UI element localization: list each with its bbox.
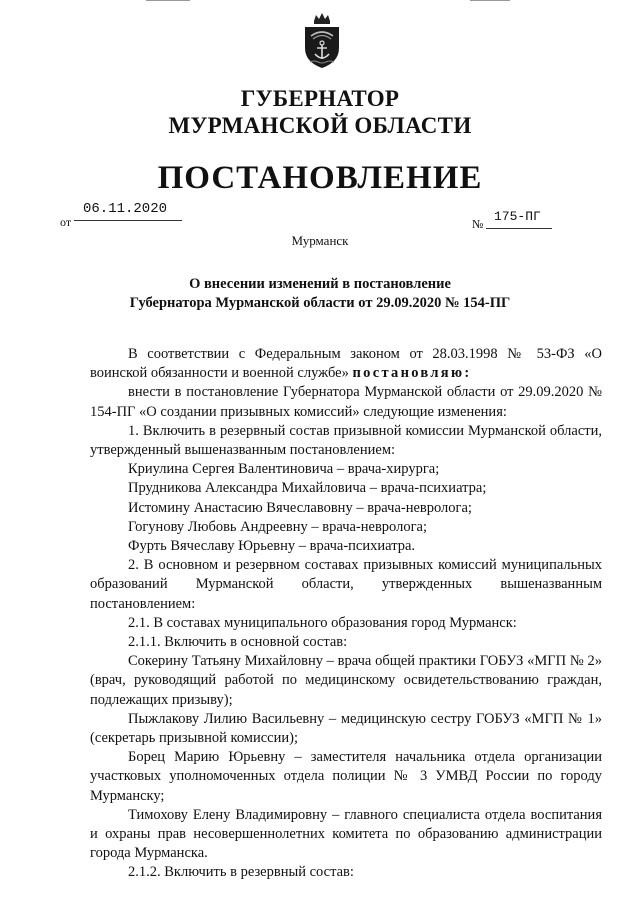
issuer-title-line1: ГУБЕРНАТОР: [240, 86, 400, 111]
paragraph-changes: внести в постановление Губернатора Мурманской области от 29.09.2020 № 154-ПГ «О создании призывных комиссий» следующие изменения:: [90, 384, 602, 420]
document-type-title: ПОСТАНОВЛЕНИЕ: [157, 160, 483, 196]
issuer-title-line2: МУРМАНСКОЙ ОБЛАСТИ: [168, 113, 472, 138]
date-prefix: от: [60, 215, 72, 229]
intro-text: В соответствии с Федеральным законом от 28.03.1998 № 53-ФЗ «О воинской обязанности и военной службе»: [90, 346, 602, 382]
scan-edge-marks: [0, 0, 640, 4]
document-number: 175-ПГ: [486, 209, 552, 229]
list-item: Пыжлакову Лилию Васильевну – медицинскую сестру ГОБУЗ «МГП № 1» (секретарь призывной комиссии);: [90, 710, 602, 747]
list-item: Фурть Вячеславу Юрьевну – врача-психиатра.: [128, 538, 416, 555]
intro-paragraph: [90, 345, 602, 383]
item-1: 1. Включить в резервный состав призывной комиссии Мурманской области, утвержденный вышеназванным постановлением:: [90, 422, 602, 459]
item-2: 2. В основном и резервном составах призывных комиссий муниципальных образований Мурманской области, утвержденных вышеназванным постановлением:: [90, 557, 602, 612]
issue-city: Мурманск: [291, 233, 349, 248]
coat-of-arms-icon: [302, 12, 342, 70]
subject-line1: О внесении изменений в постановление: [189, 276, 451, 292]
list-item: Криулина Сергея Валентиновича – врача-хирурга;: [128, 461, 440, 478]
item-2-1-1: 2.1.1. Включить в основной состав:: [128, 634, 348, 651]
list-item: Сокерину Татьяну Михайловну – врача общей практики ГОБУЗ «МГП № 2» (врач, руководящий работой по медицинскому освидетельствованию граждан, подлежащих призыву);: [90, 653, 602, 708]
list-item: Борец Марию Юрьевну – заместителя начальника отдела организации участковых уполномоченных отдела полиции № 3 УМВД России по городу Мурманску;: [90, 749, 602, 804]
decree-word: постановляю:: [352, 365, 472, 382]
list-item: Тимохову Елену Владимировну – главного специалиста отдела воспитания и охраны прав несовершеннолетних комитета по образованию администрации города Мурманска.: [90, 806, 602, 862]
item-2-1: 2.1. В составах муниципального образования город Мурманск:: [128, 614, 517, 631]
list-item: Гогунову Любовь Андреевну – врача-невролога;: [128, 518, 428, 535]
subject-line2: Губернатора Мурманской области от 29.09.2020 № 154-ПГ: [129, 295, 511, 311]
document-date: 06.11.2020: [74, 201, 182, 221]
document-body: [90, 345, 602, 883]
list-item: Истомину Анастасию Вячеславовну – врача-невролога;: [128, 499, 472, 516]
number-prefix: №: [472, 217, 484, 231]
list-item: Прудникова Александра Михайловича – врача-психиатра;: [128, 480, 487, 497]
item-2-1-2: 2.1.2. Включить в резервный состав:: [128, 864, 354, 881]
